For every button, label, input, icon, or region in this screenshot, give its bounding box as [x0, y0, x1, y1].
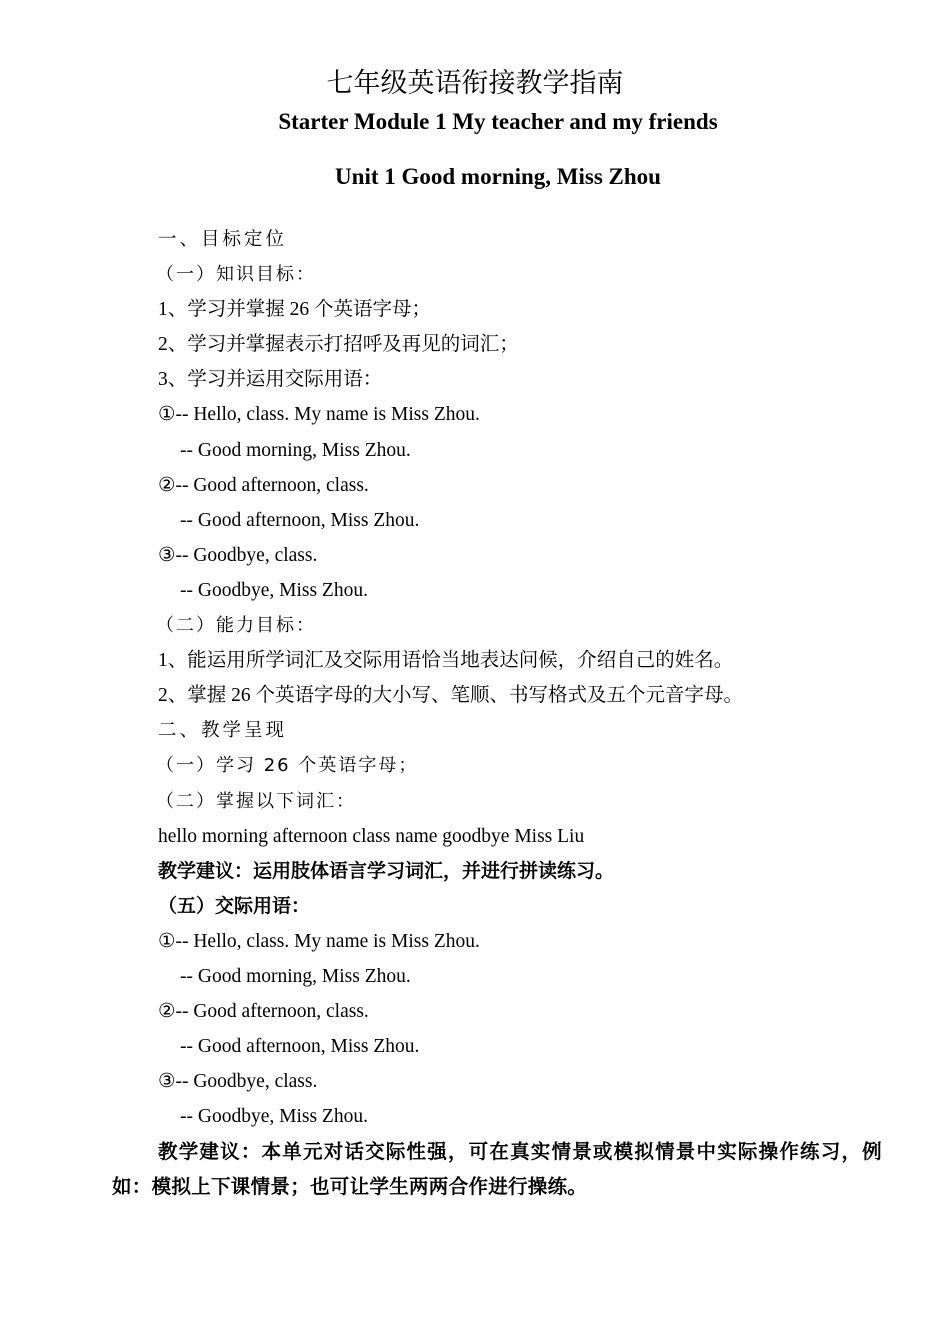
dialogue-line: -- Good morning, Miss Zhou.: [180, 439, 411, 461]
dialogue-line: ②-- Good afternoon, class.: [158, 474, 369, 496]
dialogue-line: ①-- Hello, class. My name is Miss Zhou.: [158, 930, 480, 952]
goal-item: 1、学习并掌握 26 个英语字母；: [158, 299, 432, 321]
subheading-ability-goals: （二）能力目标：: [156, 615, 316, 637]
teaching-suggestion-paragraph: 教学建议：本单元对话交际性强，可在真实情景或模拟情景中实际操作练习，例如：模拟上下课情景；也可让学生两两合作进行操练。: [112, 1140, 882, 1198]
dialogue-line: -- Good morning, Miss Zhou.: [180, 965, 411, 987]
goal-item: 1、能运用所学词汇及交际用语恰当地表达问候，介绍自己的姓名。: [158, 650, 734, 672]
document-body: [158, 222, 888, 1134]
unit-title: Unit 1 Good morning, Miss Zhou: [335, 164, 661, 189]
subheading-alphabet: （一）学习 26 个英语字母；: [156, 755, 419, 777]
dialogue-line: ③-- Goodbye, class.: [158, 544, 318, 566]
goal-item: 2、掌握 26 个英语字母的大小写、笔顺、书写格式及五个元音字母。: [158, 685, 744, 707]
dialogue-line: -- Good afternoon, Miss Zhou.: [180, 509, 420, 531]
section-heading-presentation: 二、教学呈现: [158, 720, 288, 742]
goal-item: 3、学习并运用交际用语：: [158, 369, 383, 391]
section-heading-goals: 一、目标定位: [158, 229, 288, 250]
goal-item: 2、学习并掌握表示打招呼及再见的词汇；: [158, 334, 519, 356]
dialogue-line: -- Good afternoon, Miss Zhou.: [180, 1036, 420, 1058]
document-title: 七年级英语衔接教学指南: [326, 68, 624, 99]
dialogue-line: ①-- Hello, class. My name is Miss Zhou.: [158, 404, 480, 426]
module-title: Starter Module 1 My teacher and my friends: [278, 109, 718, 134]
teaching-suggestion: 教学建议：运用肢体语言学习词汇，并进行拼读练习。: [158, 859, 615, 882]
subheading-expressions: （五）交际用语：: [158, 894, 311, 917]
dialogue-line: ②-- Good afternoon, class.: [158, 1001, 369, 1023]
subheading-knowledge-goals: （一）知识目标：: [156, 264, 316, 286]
subheading-vocabulary: （二）掌握以下词汇：: [156, 790, 356, 812]
dialogue-line: ③-- Goodbye, class.: [158, 1071, 318, 1093]
dialogue-line: -- Goodbye, Miss Zhou.: [180, 579, 368, 601]
dialogue-line: -- Goodbye, Miss Zhou.: [180, 1106, 368, 1128]
vocabulary-list: hello morning afternoon class name goodbye Miss Liu: [158, 825, 585, 847]
